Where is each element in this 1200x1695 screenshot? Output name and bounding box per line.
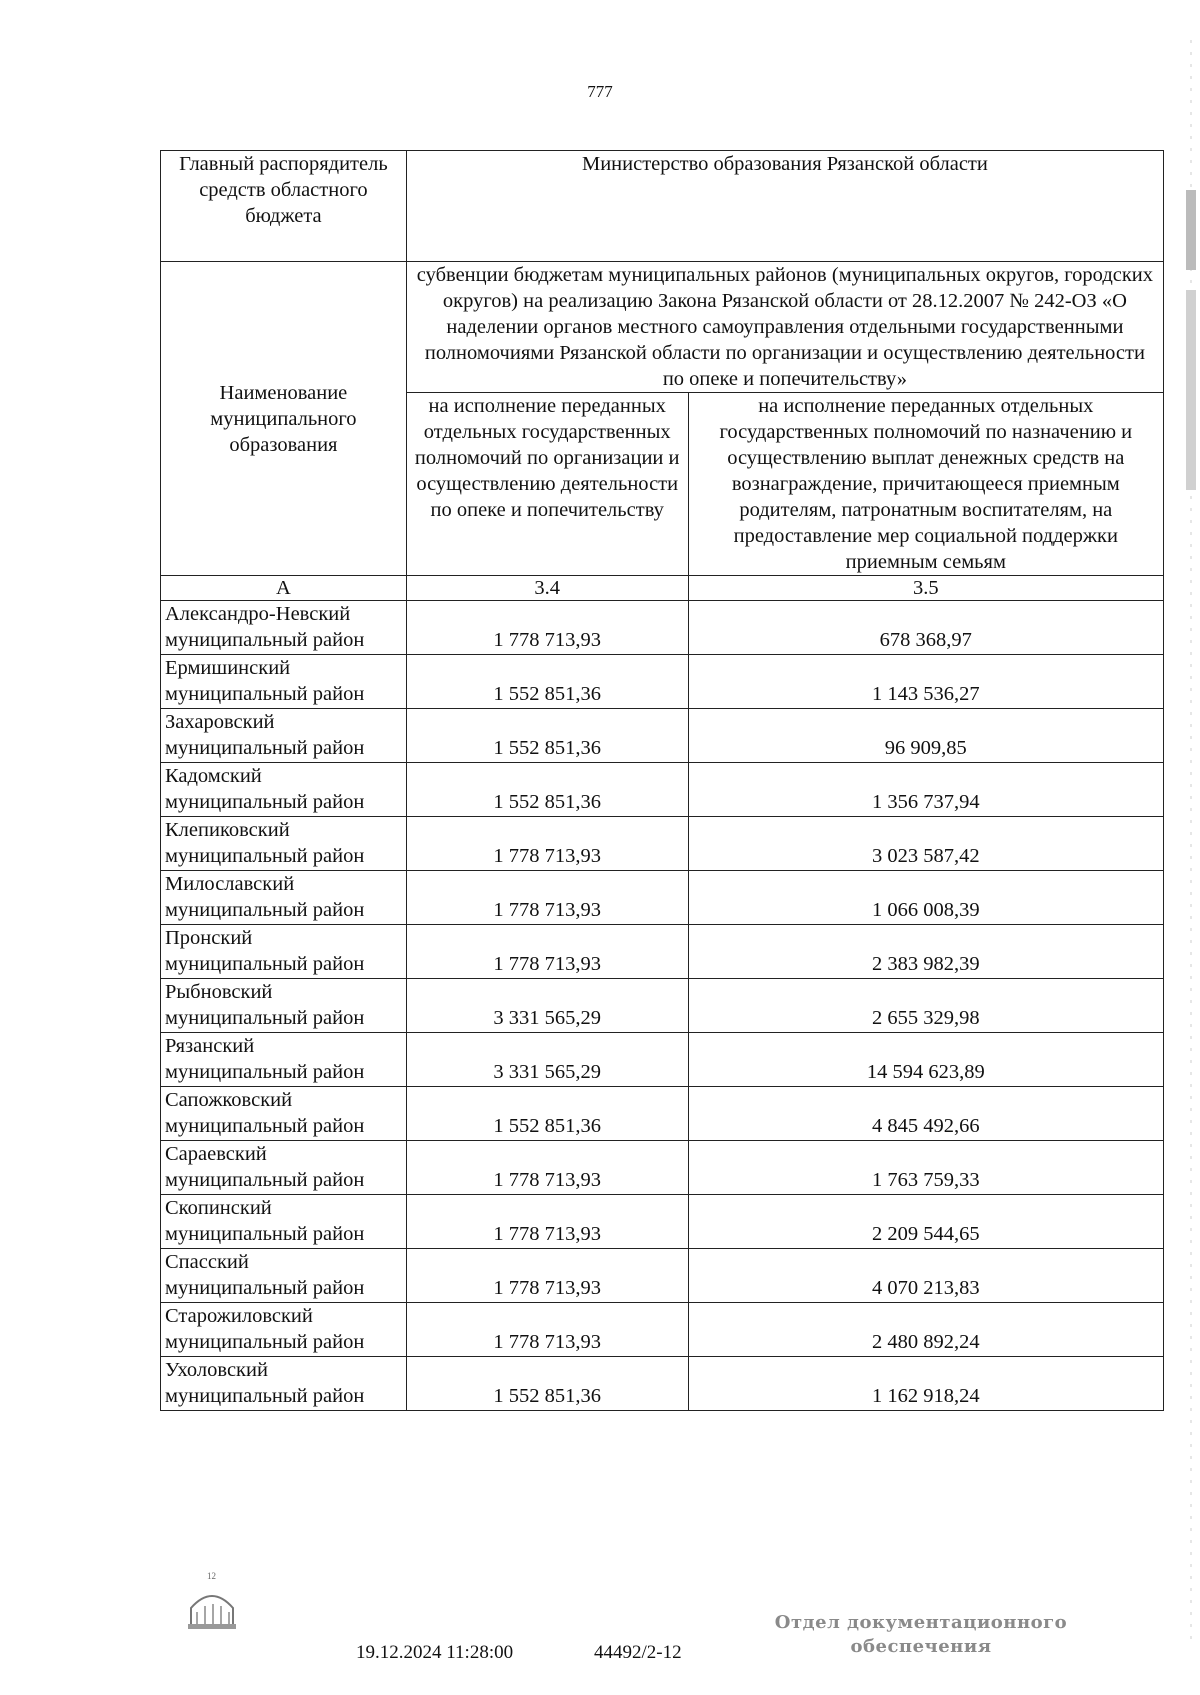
municipality-name-line1: Ермишинский [165,657,291,679]
municipality-name-line2: муниципальный район [165,1007,365,1029]
municipality-name-line1: Ухоловский [165,1359,268,1381]
scan-edge-marks [1182,40,1200,1640]
value-3-4: 1 778 713,93 [406,1141,688,1195]
subvention-table [160,150,1164,1411]
value-3-4: 1 778 713,93 [406,817,688,871]
municipality-name-line1: Скопинский [165,1197,272,1219]
registration-number: 44492/2-12 [594,1642,682,1663]
municipality-name [161,979,407,1033]
table-row [161,1087,1164,1141]
value-3-5: 1 162 918,24 [688,1357,1163,1411]
subvention-title: субвенции бюджетам муниципальных районов (муниципальных округов, городских округов) на реализацию Закона Рязанской области от 28.12.2007 № 242-ОЗ «О наделении органов местного самоуправления отдельными государственными полномочиями Рязанской области по организации и осуществлению деятельности по опеке и попечительству» [406,262,1163,393]
municipality-name [161,1357,407,1411]
value-3-5: 1 356 737,94 [688,763,1163,817]
table-row [161,1357,1164,1411]
municipality-name [161,601,407,655]
value-3-5: 1 143 536,27 [688,655,1163,709]
municipality-name-line1: Кадомский [165,765,262,787]
value-3-4: 1 552 851,36 [406,655,688,709]
value-3-5: 2 209 544,65 [688,1195,1163,1249]
value-3-4: 1 778 713,93 [406,601,688,655]
municipality-name [161,1033,407,1087]
municipality-name-line2: муниципальный район [165,1385,365,1407]
value-3-4: 1 778 713,93 [406,871,688,925]
municipality-name-line1: Спасский [165,1251,249,1273]
stamp-line-2: обеспечения [850,1636,992,1657]
municipality-name-line1: Милославский [165,873,295,895]
municipality-name-line1: Пронский [165,927,253,949]
municipality-name-line1: Александро-Невский [165,603,351,625]
value-3-4: 1 552 851,36 [406,1357,688,1411]
value-3-5: 678 368,97 [688,601,1163,655]
municipality-name-line2: муниципальный район [165,1061,365,1083]
col-34-index: 3.4 [406,576,688,601]
municipality-name [161,1087,407,1141]
table-row [161,817,1164,871]
municipality-name-line2: муниципальный район [165,953,365,975]
municipality-name [161,871,407,925]
document-datetime: 19.12.2024 11:28:00 [356,1642,514,1663]
municipality-name [161,655,407,709]
municipality-name-line2: муниципальный район [165,737,365,759]
value-3-5: 4 845 492,66 [688,1087,1163,1141]
table-row [161,1033,1164,1087]
value-3-5: 2 383 982,39 [688,925,1163,979]
value-3-4: 1 552 851,36 [406,763,688,817]
municipality-name-line2: муниципальный район [165,1115,365,1137]
table-row [161,601,1164,655]
municipality-name-line1: Рязанский [165,1035,255,1057]
value-3-4: 1 552 851,36 [406,1087,688,1141]
value-3-5: 2 655 329,98 [688,979,1163,1033]
municipality-name-line2: муниципальный район [165,683,365,705]
municipality-name-line1: Сараевский [165,1143,267,1165]
municipality-name-line1: Сапожковский [165,1089,293,1111]
value-3-4: 1 778 713,93 [406,925,688,979]
value-3-4: 1 778 713,93 [406,1249,688,1303]
value-3-5: 4 070 213,83 [688,1249,1163,1303]
stamp-line-1: Отдел документационного [774,1612,1068,1633]
main-manager-label: Главный распорядитель средств областного бюджета [161,151,407,262]
table-row [161,1249,1164,1303]
value-3-4: 1 778 713,93 [406,1303,688,1357]
municipality-name [161,1195,407,1249]
value-3-5: 96 909,85 [688,709,1163,763]
table-row [161,925,1164,979]
table-body [161,601,1164,1411]
municipality-name-line1: Рыбновский [165,981,273,1003]
col-35-description: на исполнение переданных отдельных государственных полномочий по назначению и осуществлению выплат денежных средств на вознаграждение, причитающееся приемным родителям, патронатным воспитателям, на предоставление мер социальной поддержки приемным семьям [688,393,1163,576]
municipality-name-line2: муниципальный район [165,1277,365,1299]
municipality-name-line2: муниципальный район [165,1331,365,1353]
header-row-manager [161,151,1164,262]
table-row [161,979,1164,1033]
municipality-name-line2: муниципальный район [165,629,365,651]
table-row [161,1141,1164,1195]
value-3-5: 14 594 623,89 [688,1033,1163,1087]
municipality-name-line2: муниципальный район [165,899,365,921]
logo-number: 12 [207,1571,216,1581]
table-row [161,1195,1164,1249]
value-3-5: 2 480 892,24 [688,1303,1163,1357]
municipality-name-line1: Старожиловский [165,1305,313,1327]
municipality-name [161,709,407,763]
municipality-name [161,817,407,871]
value-3-4: 3 331 565,29 [406,1033,688,1087]
municipality-name-line1: Захаровский [165,711,275,733]
column-index-row [161,576,1164,601]
value-3-4: 1 552 851,36 [406,709,688,763]
coat-of-arms-logo [183,1570,241,1632]
municipality-label: Наименование муниципального образования [161,262,407,576]
table-row [161,709,1164,763]
header-row-subvention [161,262,1164,393]
col-34-description: на исполнение переданных отдельных государственных полномочий по организации и осуществлению деятельности по опеке и попечительству [406,393,688,576]
municipality-name [161,925,407,979]
value-3-5: 1 763 759,33 [688,1141,1163,1195]
municipality-name-line1: Клепиковский [165,819,290,841]
municipality-name [161,1249,407,1303]
table-row [161,655,1164,709]
col-35-index: 3.5 [688,576,1163,601]
value-3-5: 1 066 008,39 [688,871,1163,925]
table-row [161,871,1164,925]
municipality-name [161,1141,407,1195]
municipality-name-line2: муниципальный район [165,791,365,813]
value-3-4: 3 331 565,29 [406,979,688,1033]
value-3-5: 3 023 587,42 [688,817,1163,871]
municipality-name [161,763,407,817]
page-number: 777 [587,82,613,101]
ministry-name: Министерство образования Рязанской области [406,151,1163,262]
municipality-name [161,1303,407,1357]
table-row [161,1303,1164,1357]
col-a-index: А [161,576,407,601]
municipality-name-line2: муниципальный район [165,1169,365,1191]
municipality-name-line2: муниципальный район [165,1223,365,1245]
value-3-4: 1 778 713,93 [406,1195,688,1249]
municipality-name-line2: муниципальный район [165,845,365,867]
table-row [161,763,1164,817]
department-stamp [766,1611,1076,1659]
